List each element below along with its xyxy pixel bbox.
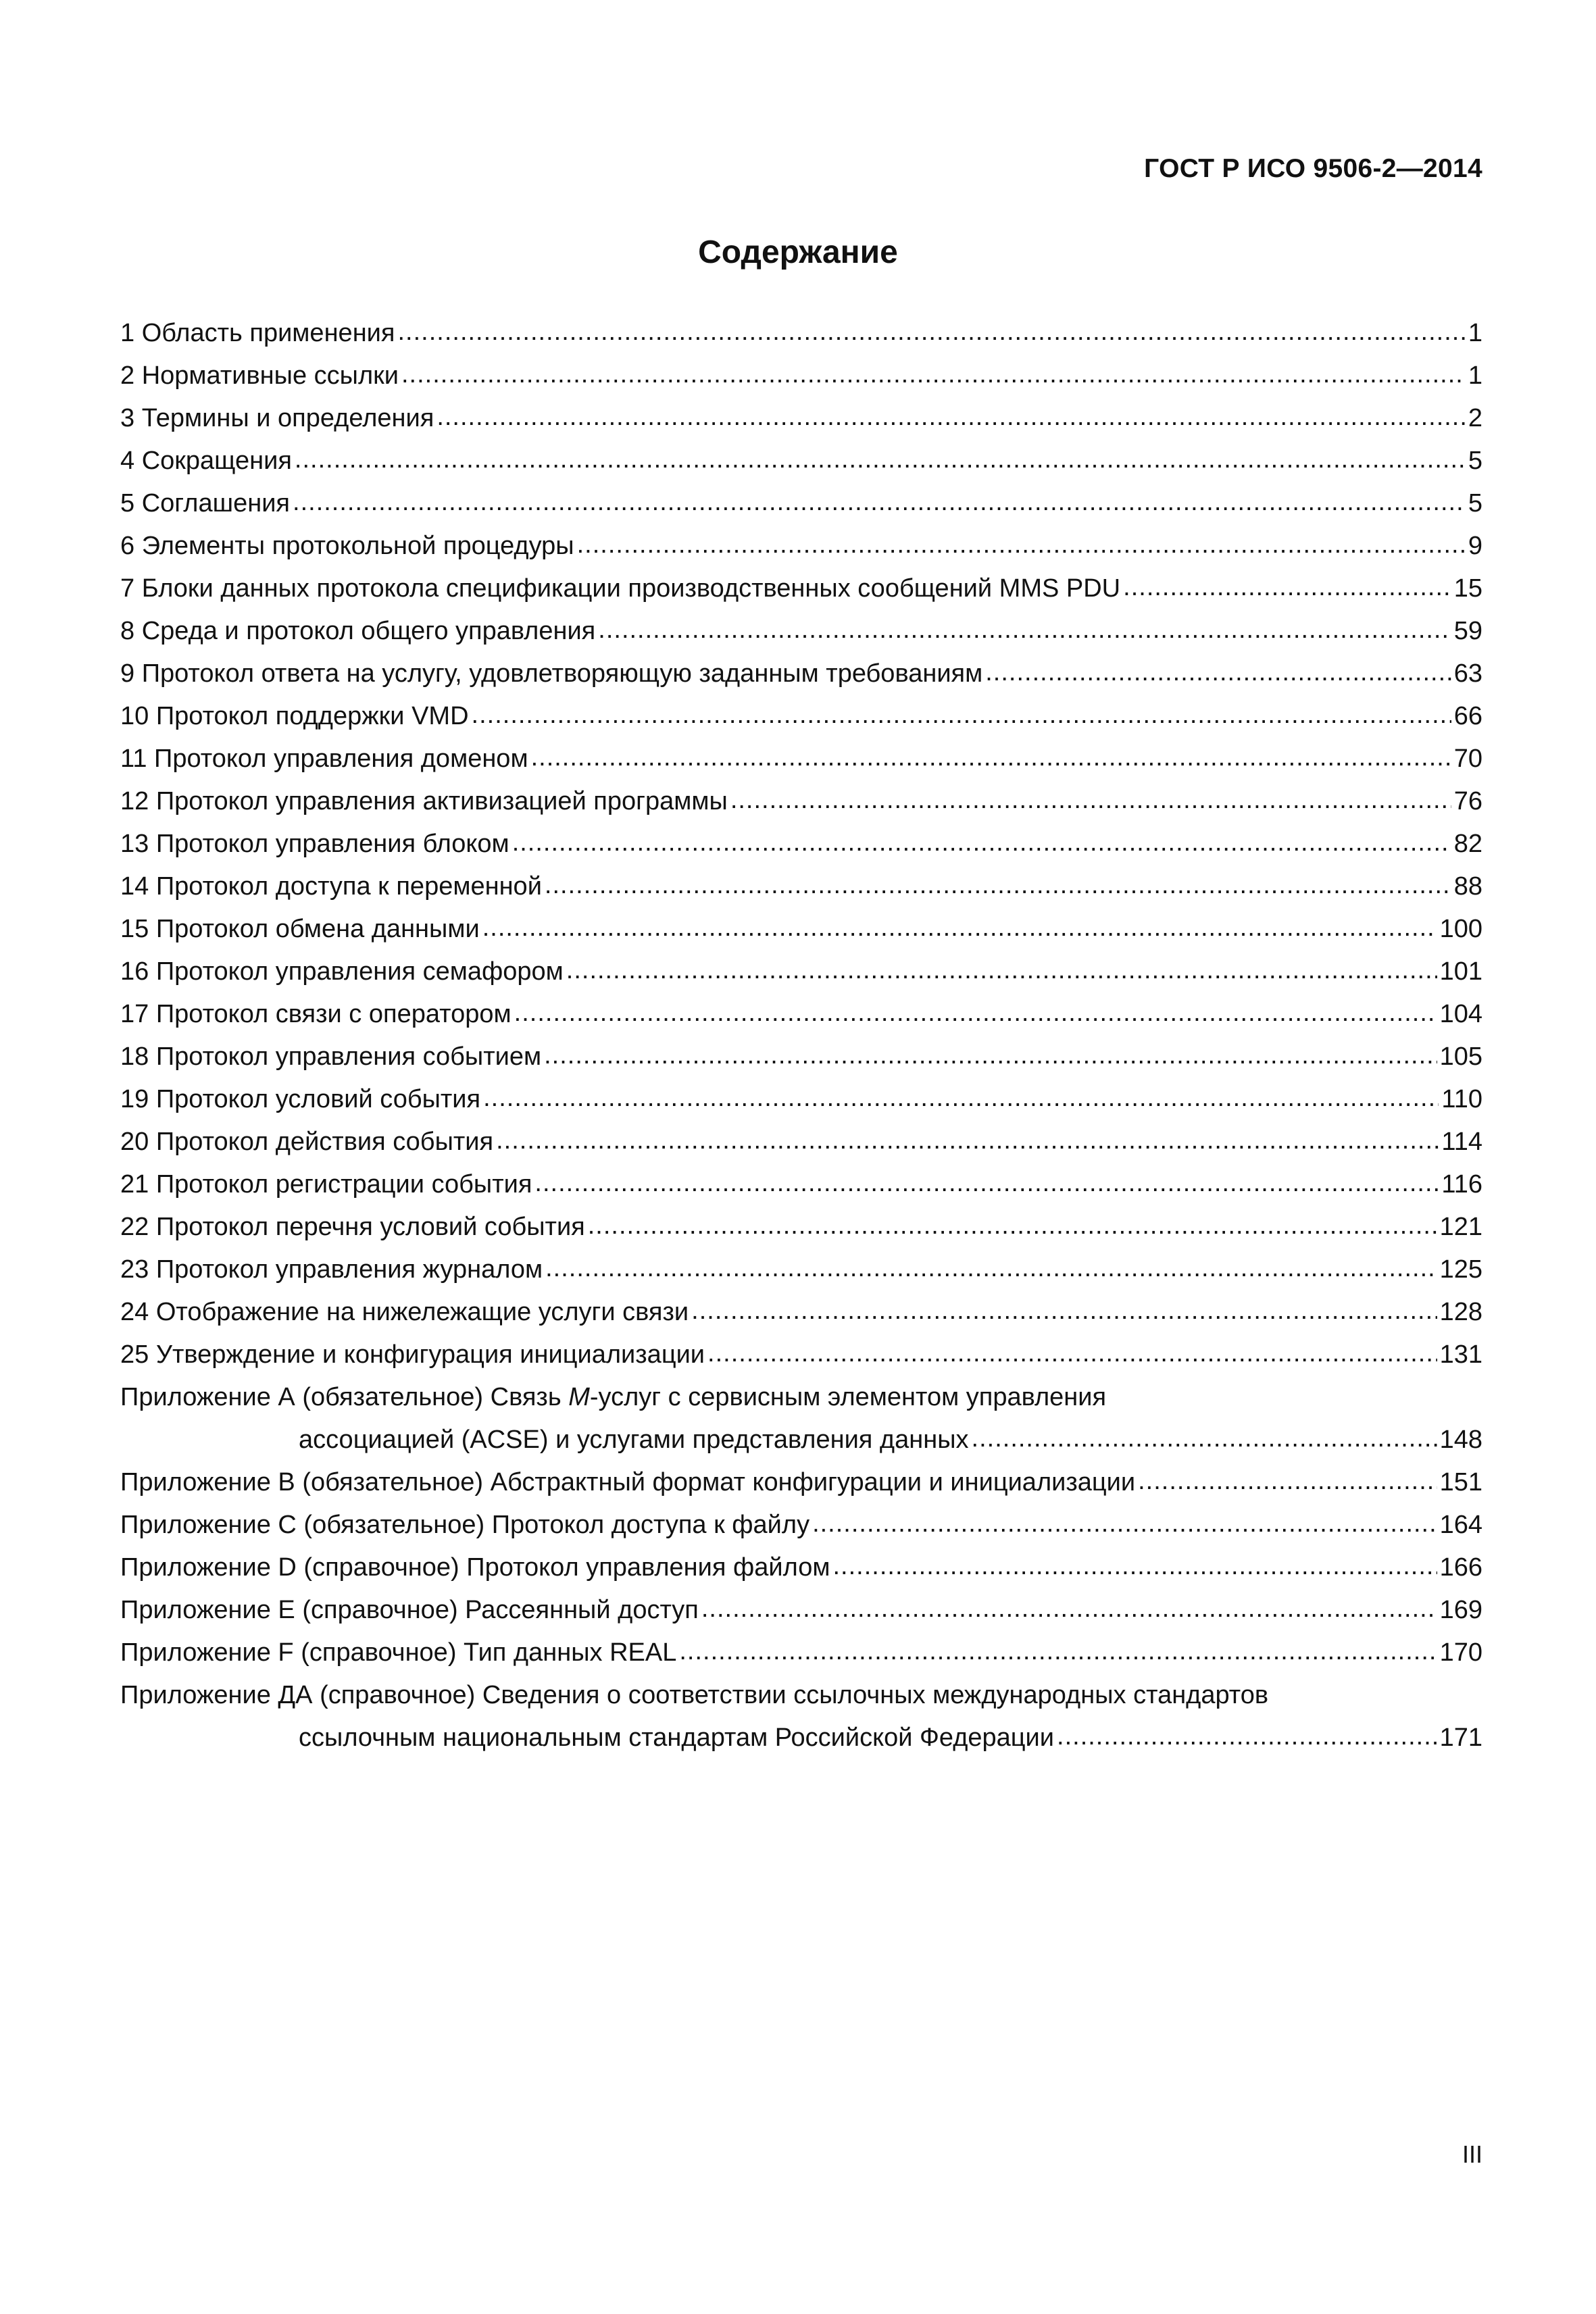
table-of-contents [120,312,1482,1759]
toc-entry-title: 20 Протокол действия события [120,1128,494,1156]
toc-entry-page: 110 [1441,1085,1482,1113]
toc-entry[interactable] [120,1078,1482,1121]
toc-leader-dots [701,1588,1437,1630]
toc-entry-title: 12 Протокол управления активизацией программы [120,787,728,815]
toc-leader-dots [679,1630,1437,1673]
toc-leader-dots [1138,1460,1437,1503]
toc-entry-title: ассоциацией (ACSE) и услугами представления данных [299,1426,969,1454]
toc-entry-title: ссылочным национальным стандартам Российской Федерации [299,1724,1055,1752]
toc-entry-title: Приложение F (справочное) Тип данных REAL [120,1638,677,1667]
toc-entry-title: Приложение Е (справочное) Рассеянный доступ [120,1596,699,1624]
toc-entry-title: Приложение В (обязательное) Абстрактный формат конфигурации и инициализации [120,1468,1136,1496]
toc-entry-page: 148 [1439,1426,1482,1454]
toc-leader-dots [482,907,1437,949]
toc-leader-dots [1057,1715,1437,1758]
toc-entry-title: 2 Нормативные ссылки [120,361,399,390]
toc-entry-page: 1 [1468,361,1482,390]
toc-entry-title: Приложение D (справочное) Протокол управления файлом [120,1553,830,1582]
toc-entry-page: 1 [1468,319,1482,347]
toc-entry-page: 66 [1453,702,1482,730]
toc-entry-title: 23 Протокол управления журналом [120,1255,543,1284]
toc-entry-title: 8 Среда и протокол общего управления [120,617,596,645]
toc-entry[interactable] [120,908,1482,951]
toc-entry-page: 76 [1453,787,1482,815]
toc-leader-dots [730,779,1451,822]
toc-entry-page: 82 [1453,830,1482,858]
toc-leader-dots [512,822,1451,864]
toc-leader-dots [472,694,1451,736]
toc-entry[interactable] [120,865,1482,908]
toc-entry-title: 1 Область применения [120,319,395,347]
toc-entry-title: 6 Элементы протокольной процедуры [120,532,574,560]
toc-entry[interactable] [120,482,1482,525]
toc-entry[interactable] [120,312,1482,355]
toc-leader-dots [812,1503,1437,1545]
toc-entry-title: Приложение ДА (справочное) Сведения о соответствии ссылочных международных стандартов [120,1681,1269,1709]
document-standard-code: ГОСТ Р ИСО 9506-2—2014 [1144,154,1482,183]
toc-entry-annex-da-line2[interactable] [120,1717,1482,1759]
toc-entry-title: 4 Сокращения [120,447,292,475]
toc-leader-dots [401,353,1466,396]
toc-entry-title: Приложение С (обязательное) Протокол доступа к файлу [120,1511,810,1539]
toc-entry[interactable] [120,695,1482,738]
toc-entry-page: 125 [1439,1255,1482,1284]
toc-entry-page: 88 [1453,872,1482,901]
page-number: III [1462,2140,1482,2168]
toc-entry-page: 2 [1468,404,1482,432]
toc-entry-page: 5 [1468,489,1482,518]
toc-entry-page: 164 [1439,1511,1482,1539]
toc-entry[interactable] [120,440,1482,482]
toc-entry-title: 22 Протокол перечня условий события [120,1213,585,1241]
toc-entry[interactable] [120,1632,1482,1674]
toc-entry[interactable] [120,1546,1482,1589]
toc-entry[interactable] [120,397,1482,440]
toc-entry-title: 7 Блоки данных протокола спецификации производственных сообщений MMS PDU [120,574,1121,603]
toc-entry[interactable] [120,1291,1482,1334]
toc-leader-dots [833,1545,1437,1588]
toc-leader-dots [577,524,1466,566]
toc-entry-title: 17 Протокол связи с оператором [120,1000,512,1028]
toc-entry[interactable] [120,355,1482,397]
toc-entry-page: 59 [1453,617,1482,645]
toc-entry-title: 13 Протокол управления блоком [120,830,509,858]
toc-leader-dots [531,736,1451,779]
toc-entry-page: 5 [1468,447,1482,475]
toc-entry-page: 151 [1439,1468,1482,1496]
toc-entry[interactable] [120,525,1482,568]
toc-leader-dots [545,864,1451,907]
toc-entry[interactable] [120,1163,1482,1206]
toc-entry[interactable] [120,993,1482,1036]
toc-entry-title: 16 Протокол управления семафором [120,957,564,986]
toc-entry-page: 169 [1439,1596,1482,1624]
toc-entry-title: 9 Протокол ответа на услугу, удовлетворяющую заданным требованиям [120,659,983,688]
toc-entry-annex-da-line1[interactable] [120,1674,1482,1717]
toc-entry-page: 171 [1439,1724,1482,1752]
toc-entry[interactable] [120,1121,1482,1163]
toc-entry-page: 104 [1439,1000,1482,1028]
toc-entry[interactable] [120,568,1482,610]
toc-leader-dots [1123,566,1451,609]
toc-entry[interactable] [120,1589,1482,1632]
toc-entry-page: 100 [1439,915,1482,943]
page-title: Содержание [698,234,898,270]
toc-entry-page: 63 [1453,659,1482,688]
toc-sections [120,312,1482,1376]
toc-entry-page: 170 [1439,1638,1482,1667]
toc-entry[interactable] [120,1334,1482,1376]
toc-leader-dots [483,1077,1439,1120]
toc-leader-dots [544,1034,1437,1077]
toc-entry[interactable] [120,823,1482,865]
toc-entry-annex-a-line2[interactable] [120,1419,1482,1461]
toc-entry-title: 18 Протокол управления событием [120,1042,542,1071]
toc-entry-page: 105 [1439,1042,1482,1071]
toc-leader-dots [496,1120,1439,1162]
toc-annexes [120,1461,1482,1674]
toc-entry[interactable] [120,1504,1482,1546]
toc-entry[interactable] [120,1461,1482,1504]
toc-leader-dots [534,1162,1439,1205]
toc-leader-dots [691,1290,1437,1332]
toc-entry-title: Приложение А (обязательное) Связь М-услуг с сервисным элементом управления [120,1383,1107,1411]
toc-leader-dots [588,1205,1437,1247]
toc-entry-title: 3 Термины и определения [120,404,434,432]
toc-entry[interactable] [120,738,1482,780]
toc-entry-title: 21 Протокол регистрации события [120,1170,532,1199]
toc-entry[interactable] [120,951,1482,993]
toc-entry[interactable] [120,1249,1482,1291]
toc-entry-title: 25 Утверждение и конфигурация инициализации [120,1340,705,1369]
toc-entry[interactable] [120,1036,1482,1078]
toc-entry-page: 166 [1439,1553,1482,1582]
toc-entry-annex-a-line1[interactable] [120,1376,1482,1419]
toc-entry[interactable] [120,610,1482,653]
toc-entry-title: 14 Протокол доступа к переменной [120,872,542,901]
toc-leader-dots [707,1332,1437,1375]
toc-entry-page: 15 [1453,574,1482,603]
toc-entry-title: 15 Протокол обмена данными [120,915,480,943]
toc-entry-title: 5 Соглашения [120,489,291,518]
toc-entry-page: 116 [1441,1170,1482,1199]
toc-entry-page: 121 [1439,1213,1482,1241]
toc-entry-page: 9 [1468,532,1482,560]
toc-leader-dots [545,1247,1437,1290]
toc-entry-title: 11 Протокол управления доменом [120,745,528,773]
toc-entry-page: 128 [1439,1298,1482,1326]
toc-leader-dots [295,438,1466,481]
toc-entry-title: 19 Протокол условий события [120,1085,481,1113]
toc-leader-dots [985,651,1451,694]
toc-entry-title: 24 Отображение на нижележащие услуги связи [120,1298,689,1326]
toc-entry[interactable] [120,780,1482,823]
toc-leader-dots [514,992,1437,1034]
toc-leader-dots [566,949,1437,992]
toc-leader-dots [972,1417,1437,1460]
toc-entry[interactable] [120,1206,1482,1249]
toc-leader-dots [293,481,1466,524]
toc-entry-page: 70 [1453,745,1482,773]
toc-entry-title: 10 Протокол поддержки VMD [120,702,469,730]
toc-leader-dots [598,609,1451,651]
toc-entry-page: 131 [1439,1340,1482,1369]
toc-entry[interactable] [120,653,1482,695]
toc-leader-dots [437,396,1466,438]
toc-leader-dots [397,311,1465,353]
toc-entry-page: 101 [1439,957,1482,986]
toc-entry-page: 114 [1441,1128,1482,1156]
